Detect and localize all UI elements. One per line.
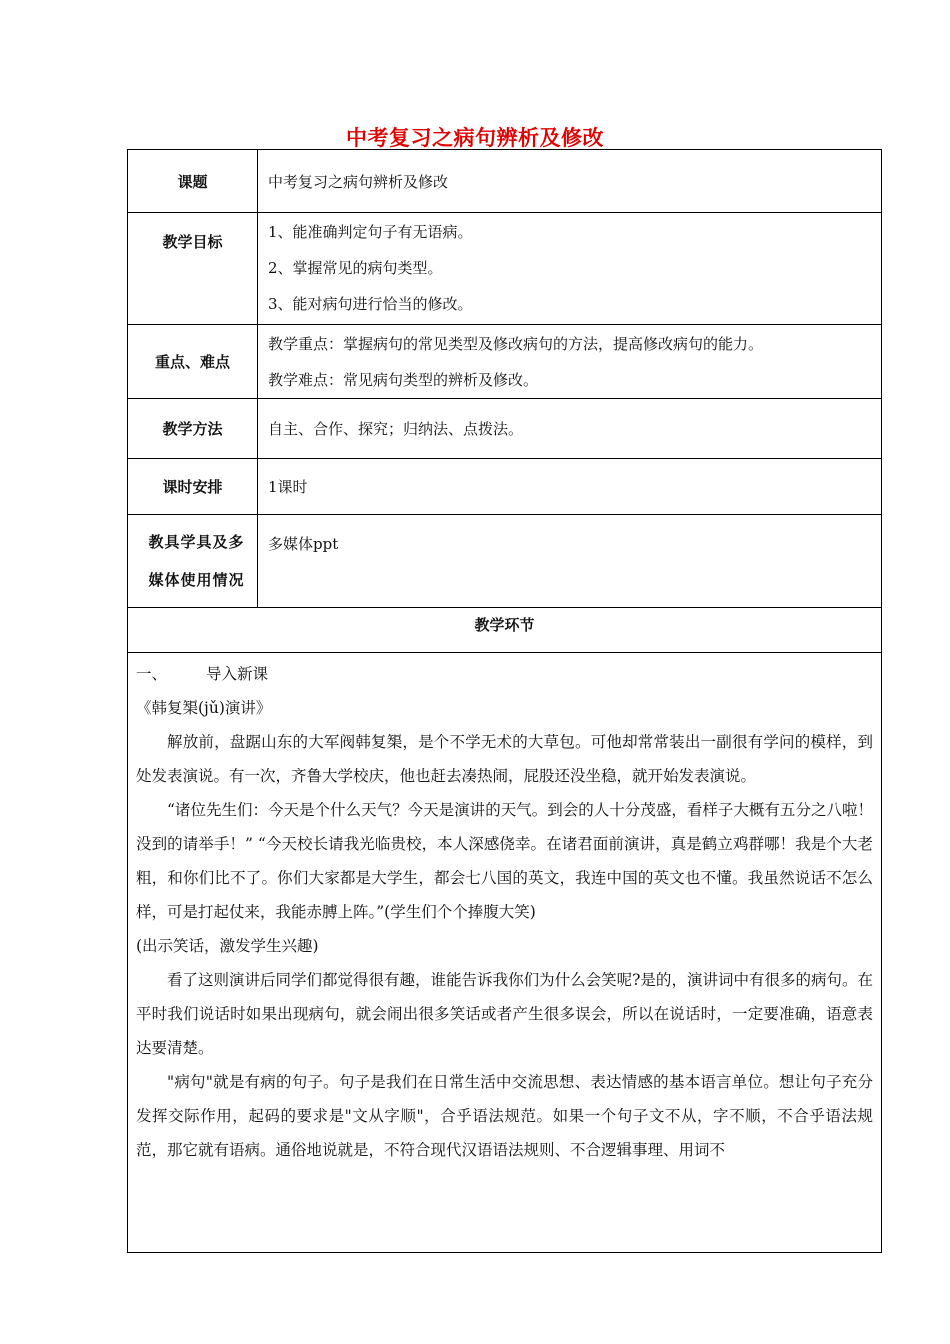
teaching-body: [128, 653, 882, 1253]
key-point-item: 教学重点：掌握病句的常见类型及修改病句的方法，提高修改病句的能力。: [268, 334, 764, 353]
step-heading: [136, 657, 873, 691]
goals-value: [258, 213, 882, 325]
key-points-label: 重点、难点: [128, 325, 258, 399]
lesson-plan-table: [127, 149, 882, 1253]
goals-label: 教学目标: [128, 213, 258, 325]
story-title: 《韩复榘(jǔ)演讲》: [136, 699, 272, 717]
section-row: [128, 608, 882, 653]
note: (出示笑话，激发学生兴趣): [136, 937, 319, 955]
topic-row: [128, 150, 882, 213]
hours-label: 课时安排: [128, 459, 258, 515]
goal-item: 2、掌握常见的病句类型。: [268, 259, 443, 277]
body-row: [128, 653, 882, 1253]
method-row: [128, 399, 882, 459]
paragraph: 解放前，盘踞山东的大军阀韩复榘，是个不学无术的大草包。可他却常常装出一副很有学问的模样，到处发表演说。有一次，齐鲁大学校庆，他也赶去凑热闹，屁股还没坐稳，就开始发表演说。: [136, 733, 873, 785]
media-label-line1: 教具学具及多: [148, 533, 245, 551]
media-value: 多媒体ppt: [258, 515, 882, 608]
goal-item: 1、能准确判定句子有无语病。: [268, 223, 473, 241]
paragraph: "病句"就是有病的句子。句子是我们在日常生活中交流思想、表达情感的基本语言单位。想让句子充分发挥交际作用，起码的要求是"文从字顺"，合乎语法规范。如果一个句子文不从，字不顺，不合乎语法规范，那它就有语病。通俗地说就是，不符合现代汉语语法规则、不合逻辑事理、用词不: [136, 1073, 873, 1159]
hours-row: [128, 459, 882, 515]
topic-label: 课题: [128, 150, 258, 213]
key-points-row: [128, 325, 882, 399]
key-point-item: 教学难点：常见病句类型的辨析及修改。: [268, 370, 539, 389]
step-title: 导入新课: [206, 665, 269, 683]
goals-row: [128, 213, 882, 325]
media-row: [128, 515, 882, 608]
key-points-value: [258, 325, 882, 399]
hours-value: 1课时: [258, 459, 882, 515]
topic-value: 中考复习之病句辨析及修改: [258, 150, 882, 213]
paragraph: “诸位先生们：今天是个什么天气？今天是演讲的天气。到会的人十分茂盛，看样子大概有五分之八啦！没到的请举手！” “今天校长请我光临贵校，本人深感侥幸。在诸君面前演讲，真是鹤立鸡群哪！我是个大老粗，和你们比不了。你们大家都是大学生，都会七八国的英文，我连中国的英文也不懂。我虽然说话不怎么样，可是打起仗来，我能赤膊上阵。”(学生们个个捧腹大笑): [136, 801, 873, 921]
method-value: 自主、合作、探究；归纳法、点拨法。: [258, 399, 882, 459]
goal-item: 3、能对病句进行恰当的修改。: [268, 295, 473, 313]
method-label: 教学方法: [128, 399, 258, 459]
media-label: [128, 515, 258, 608]
section-title: 教学环节: [128, 608, 882, 653]
media-label-line2: 媒体使用情况: [148, 571, 245, 589]
paragraph: 看了这则演讲后同学们都觉得很有趣，谁能告诉我你们为什么会笑呢?是的，演讲词中有很多的病句。在平时我们说话时如果出现病句，就会闹出很多笑话或者产生很多误会，所以在说话时，一定要准确，语意表达要清楚。: [136, 971, 873, 1057]
step-number: 一、: [136, 665, 168, 683]
document-title: 中考复习之病句辨析及修改: [346, 126, 604, 150]
